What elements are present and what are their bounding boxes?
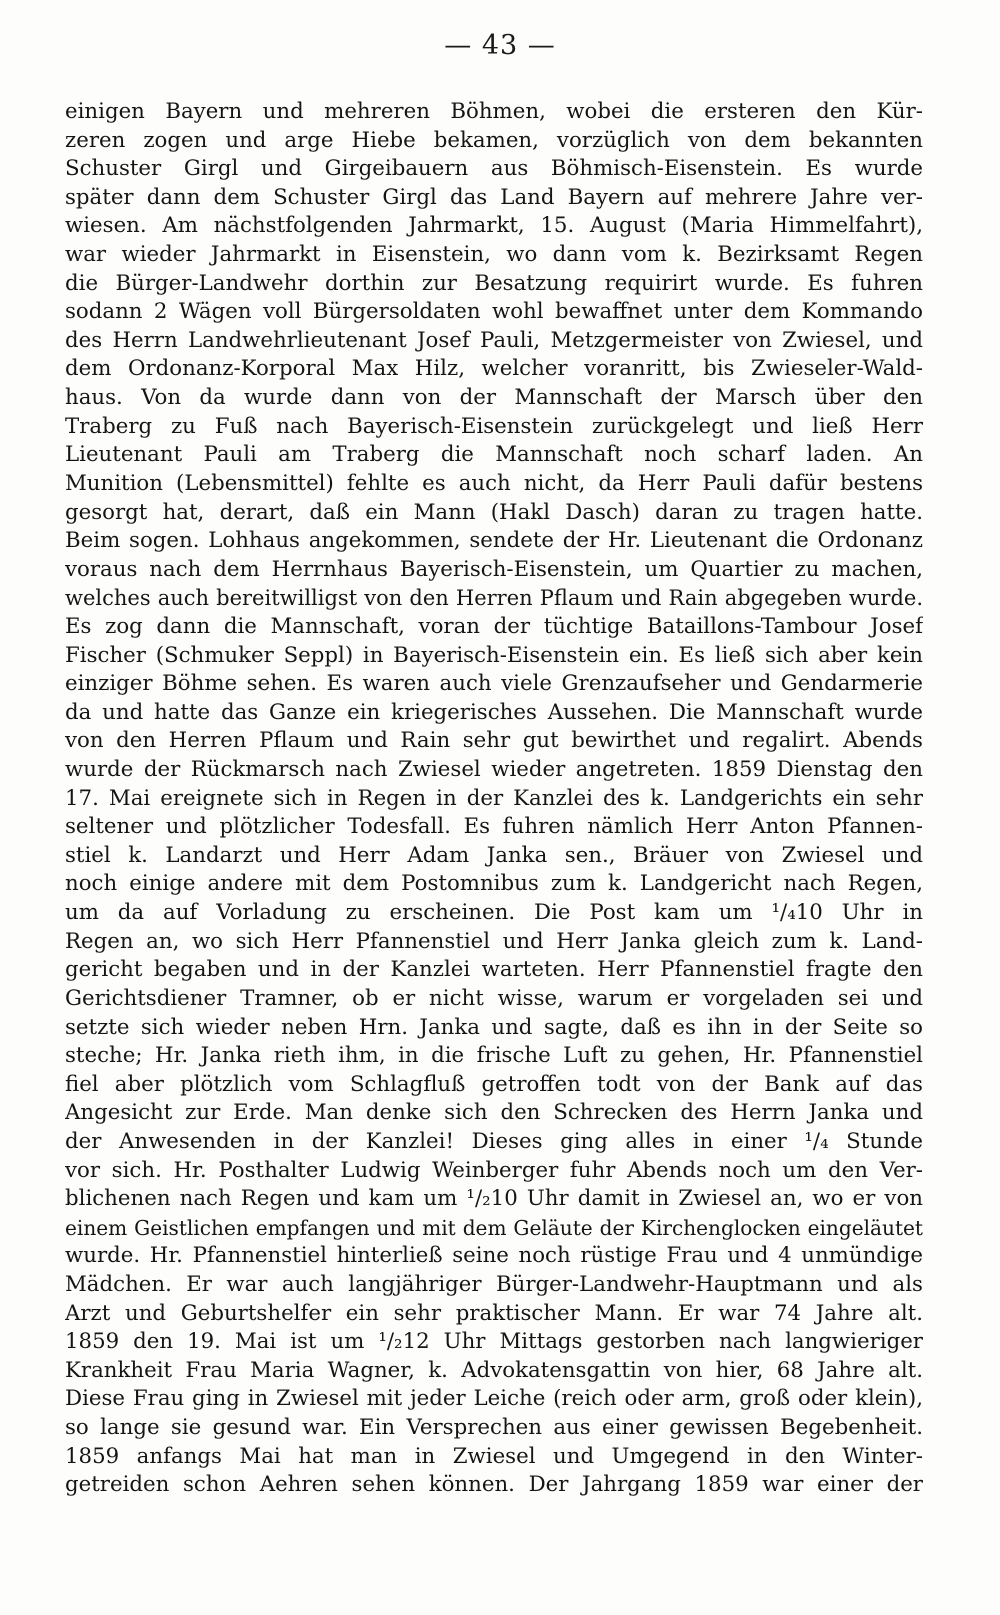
text-line: blichenen nach Regen und kam um ¹/₂10 Uhr damit in Zwiesel an, wo er von xyxy=(65,1186,923,1212)
text-line: Krankheit Frau Maria Wagner, k. Advokatensgattin von hier, 68 Jahre alt. xyxy=(65,1357,923,1383)
text-line: Mädchen. Er war auch langjähriger Bürger-Landwehr-Hauptmann und als xyxy=(65,1271,923,1297)
text-line: haus. Von da wurde dann von der Mannschaft der Marsch über den xyxy=(65,385,923,411)
text-line: Arzt und Geburtshelfer ein sehr praktischer Mann. Er war 74 Jahre alt. xyxy=(65,1300,923,1326)
text-line: dem Ordonanz-Korporal Max Hilz, welcher voranritt, bis Zwieseler-Wald- xyxy=(65,356,923,382)
text-line: seltener und plötzlicher Todesfall. Es fuhren nämlich Herr Anton Pfannen- xyxy=(65,814,923,840)
text-line: da und hatte das Ganze ein kriegerisches Aussehen. Die Mannschaft wurde xyxy=(65,699,923,725)
text-line: fiel aber plötzlich vom Schlagfluß getroffen todt von der Bank auf das xyxy=(65,1071,923,1097)
text-line: später dann dem Schuster Girgl das Land Bayern auf mehrere Jahre ver- xyxy=(65,184,923,210)
text-line: voraus nach dem Herrnhaus Bayerisch-Eisenstein, um Quartier zu machen, xyxy=(65,556,923,582)
text-line: Lieutenant Pauli am Traberg die Mannschaft noch scharf laden. An xyxy=(65,442,923,468)
text-line: wiesen. Am nächstfolgenden Jahrmarkt, 15. August (Maria Himmelfahrt), xyxy=(65,213,923,239)
text-line: sodann 2 Wägen voll Bürgersoldaten wohl bewaffnet unter dem Kommando xyxy=(65,299,923,325)
text-line: steche; Hr. Janka rieth ihm, in die frische Luft zu gehen, Hr. Pfannenstiel xyxy=(65,1043,923,1069)
text-line: Beim sogen. Lohhaus angekommen, sendete der Hr. Lieutenant die Ordonanz xyxy=(65,528,923,554)
text-line: Es zog dann die Mannschaft, voran der tüchtige Bataillons-Tambour Josef xyxy=(65,613,923,639)
text-line: wurde. Hr. Pfannenstiel hinterließ seine noch rüstige Frau und 4 unmündige xyxy=(65,1243,923,1269)
text-line: wurde der Rückmarsch nach Zwiesel wieder angetreten. 1859 Dienstag den xyxy=(65,757,923,783)
text-line: welches auch bereitwilligst von den Herren Pflaum und Rain abgegeben wurde. xyxy=(65,586,923,611)
text-line: Fischer (Schmuker Seppl) in Bayerisch-Eisenstein ein. Es ließ sich aber kein xyxy=(65,642,923,668)
text-line: war wieder Jahrmarkt in Eisenstein, wo dann vom k. Bezirksamt Regen xyxy=(65,242,923,268)
text-line: vor sich. Hr. Posthalter Ludwig Weinberger fuhr Abends noch um den Ver- xyxy=(65,1157,923,1183)
text-line: Diese Frau ging in Zwiesel mit jeder Leiche (reich oder arm, groß oder klein), xyxy=(65,1386,923,1412)
text-line: 1859 den 19. Mai ist um ¹/₂12 Uhr Mittags gestorben nach langwieriger xyxy=(65,1329,923,1355)
text-line: 1859 anfangs Mai hat man in Zwiesel und Umgegend in den Winter- xyxy=(65,1443,923,1469)
text-line: Gerichtsdiener Tramner, ob er nicht wisse, warum er vorgeladen sei und xyxy=(65,985,923,1011)
text-line: noch einige andere mit dem Postomnibus zum k. Landgericht nach Regen, xyxy=(65,871,923,897)
text-line: Schuster Girgl und Girgeibauern aus Böhmisch-Eisenstein. Es wurde xyxy=(65,156,923,182)
text-line: der Anwesenden in der Kanzlei! Dieses ging alles in einer ¹/₄ Stunde xyxy=(65,1128,923,1154)
text-line: getreiden schon Aehren sehen können. Der Jahrgang 1859 war einer der xyxy=(65,1472,923,1498)
text-line: um da auf Vorladung zu erscheinen. Die Post kam um ¹/₄10 Uhr in xyxy=(65,900,923,926)
text-line: setzte sich wieder neben Hrn. Janka und sagte, daß es ihn in der Seite so xyxy=(65,1014,923,1040)
text-line: so lange sie gesund war. Ein Versprechen aus einer gewissen Begebenheit. xyxy=(65,1415,923,1441)
text-line: gericht begaben und in der Kanzlei warteten. Herr Pfannenstiel fragte den xyxy=(65,957,923,983)
page-number: — 43 — xyxy=(444,30,556,61)
text-line: stiel k. Landarzt und Herr Adam Janka sen., Bräuer von Zwiesel und xyxy=(65,842,923,868)
text-line: 17. Mai ereignete sich in Regen in der Kanzlei des k. Landgerichts ein sehr xyxy=(65,785,923,811)
text-line: einem Geistlichen empfangen und mit dem Geläute der Kirchenglocken eingeläutet xyxy=(65,1215,923,1240)
text-line: Regen an, wo sich Herr Pfannenstiel und Herr Janka gleich zum k. Land- xyxy=(65,928,923,954)
text-line: des Herrn Landwehrlieutenant Josef Pauli, Metzgermeister von Zwiesel, und xyxy=(65,327,923,353)
text-line: gesorgt hat, derart, daß ein Mann (Hakl Dasch) daran zu tragen hatte. xyxy=(65,499,923,525)
text-line: zeren zogen und arge Hiebe bekamen, vorzüglich von dem bekannten xyxy=(65,127,923,153)
text-line: von den Herren Pflaum und Rain sehr gut bewirthet und regalirt. Abends xyxy=(65,728,923,754)
body-text xyxy=(65,98,923,1500)
text-line: einigen Bayern und mehreren Böhmen, wobei die ersteren den Kür- xyxy=(65,99,923,124)
text-line: einziger Böhme sehen. Es waren auch viele Grenzaufseher und Gendarmerie xyxy=(65,671,923,697)
text-line: Angesicht zur Erde. Man denke sich den Schrecken des Herrn Janka und xyxy=(65,1100,923,1126)
text-line: Munition (Lebensmittel) fehlte es auch nicht, da Herr Pauli dafür bestens xyxy=(65,470,923,496)
text-line: die Bürger-Landwehr dorthin zur Besatzung requirirt wurde. Es fuhren xyxy=(65,270,923,296)
text-line: Traberg zu Fuß nach Bayerisch-Eisenstein zurückgelegt und ließ Herr xyxy=(65,413,923,439)
